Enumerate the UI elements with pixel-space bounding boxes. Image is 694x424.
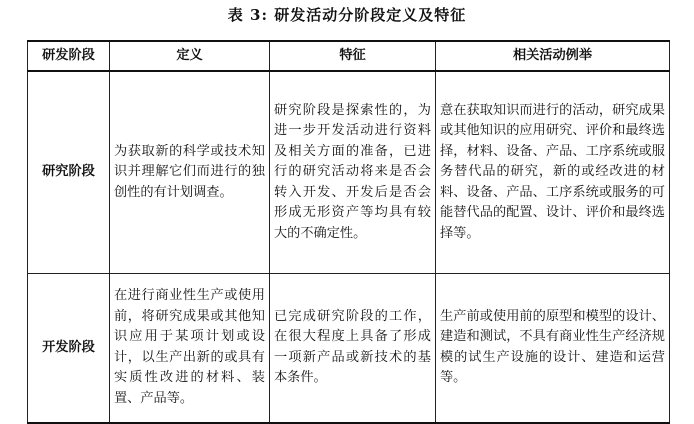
stage-cell: 开发阶段 [28, 273, 110, 423]
examples-cell: 意在获取知识而进行的活动，研究成果或其他知识的应用研究、评价和最终选择，材料、设备、产品、工序系统或服务替代品的研究，新的或经改进的材料、设备、产品、工序系统或服务的可能替代品的配置、设计、评价和最终选择等。 [436, 71, 670, 273]
header-feature: 特征 [270, 41, 436, 71]
header-definition: 定义 [110, 41, 270, 71]
table-caption: 表 3: 研发活动分阶段定义及特征 [227, 6, 467, 24]
definition-cell: 为获取新的科学或技术知识并理解它们而进行的独创性的有计划调查。 [110, 71, 270, 273]
table-row [28, 71, 670, 273]
header-examples: 相关活动例举 [436, 41, 670, 71]
table-row [28, 273, 670, 423]
stage-cell: 研究阶段 [28, 71, 110, 273]
feature-cell: 研究阶段是探索性的，为进一步开发活动进行资料及相关方面的准备，已进行的研究活动将来是否会转入开发、开发后是否会形成无形资产等均具有较大的不确定性。 [270, 71, 436, 273]
rd-stage-table [27, 40, 670, 424]
header-row [28, 41, 670, 71]
examples-cell: 生产前或使用前的原型和模型的设计、建造和测试，不具有商业性生产经济规模的试生产设施的设计、建造和运营等。 [436, 273, 670, 423]
definition-cell: 在进行商业性生产或使用前，将研究成果或其他知识应用于某项计划或设计，以生产出新的或具有实质性改进的材料、装置、产品等。 [110, 273, 270, 423]
feature-cell: 已完成研究阶段的工作，在很大程度上具备了形成一项新产品或新技术的基本条件。 [270, 273, 436, 423]
header-stage: 研发阶段 [28, 41, 110, 71]
